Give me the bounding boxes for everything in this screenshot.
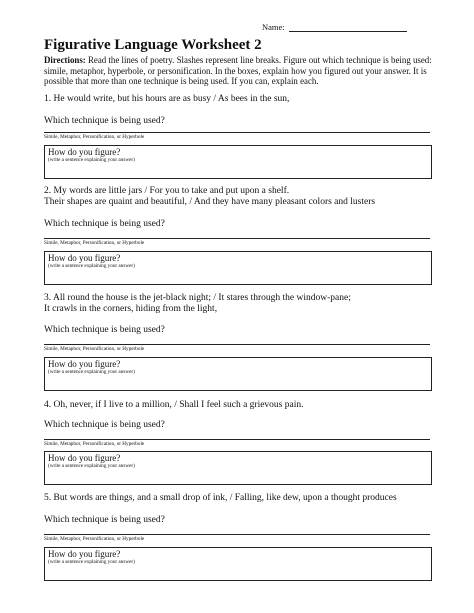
poem-line: It crawls in the corners, hiding from the light, (44, 304, 218, 314)
technique-answer-line[interactable] (44, 132, 430, 133)
explanation-box[interactable] (44, 547, 432, 581)
question-3 (44, 293, 436, 391)
explanation-subtext: (write a sentence explaining your answer) (48, 369, 135, 375)
poem-lines (44, 400, 436, 411)
question-4 (44, 400, 436, 486)
technique-answer-line[interactable] (44, 238, 430, 239)
explanation-subtext: (write a sentence explaining your answer) (48, 463, 135, 469)
explanation-subtext: (write a sentence explaining your answer) (48, 157, 135, 163)
explanation-heading: How do you figure? (48, 253, 121, 263)
technique-question: Which technique is being used? (44, 116, 165, 126)
name-label: Name: (262, 22, 285, 32)
explanation-box[interactable] (44, 251, 432, 285)
question-5 (44, 493, 436, 581)
technique-answer-line[interactable] (44, 344, 430, 345)
question-2 (44, 186, 436, 282)
technique-hint: Simile, Metaphor, Personification, or Hyperbole (44, 441, 145, 447)
poem-lines (44, 493, 436, 504)
technique-question: Which technique is being used? (44, 219, 165, 229)
technique-answer-line[interactable] (44, 534, 430, 535)
technique-hint: Simile, Metaphor, Personification, or Hyperbole (44, 536, 145, 542)
explanation-subtext: (write a sentence explaining your answer) (48, 263, 135, 269)
poem-line: 5. But words are things, and a small drop of ink, / Falling, like dew, upon a thought produces (44, 493, 397, 503)
technique-question: Which technique is being used? (44, 420, 165, 430)
technique-question: Which technique is being used? (44, 325, 165, 335)
name-field (262, 22, 407, 32)
explanation-heading: How do you figure? (48, 549, 121, 559)
poem-lines (44, 186, 436, 208)
poem-lines (44, 94, 436, 105)
directions-text: Read the lines of poetry. Slashes represent line breaks. Figure out which technique is being used: simile, metaphor, hyperbole, or personification. In the boxes, explain how you figured out your answer. It is possible that more than one technique is being used. If you can, explain each. (44, 55, 432, 86)
poem-line: 2. My words are little jars / For you to take and put upon a shelf. (44, 186, 290, 196)
explanation-subtext: (write a sentence explaining your answer) (48, 559, 135, 565)
technique-question: Which technique is being used? (44, 515, 165, 525)
poem-line: Their shapes are quaint and beautiful, / And they have many pleasant colors and lusters (44, 197, 376, 207)
name-line[interactable] (289, 22, 407, 32)
explanation-heading: How do you figure? (48, 147, 121, 157)
directions (44, 55, 436, 87)
technique-hint: Simile, Metaphor, Personification, or Hyperbole (44, 240, 145, 246)
explanation-box[interactable] (44, 357, 432, 391)
directions-label: Directions: (44, 55, 86, 65)
worksheet-title: Figurative Language Worksheet 2 (44, 37, 262, 53)
question-1 (44, 94, 436, 178)
explanation-box[interactable] (44, 451, 432, 485)
poem-line: 4. Oh, never, if I live to a million, / Shall I feel such a grievous pain. (44, 400, 304, 410)
technique-hint: Simile, Metaphor, Personification, or Hyperbole (44, 346, 145, 352)
poem-lines (44, 293, 436, 315)
technique-hint: Simile, Metaphor, Personification, or Hyperbole (44, 134, 145, 140)
explanation-heading: How do you figure? (48, 359, 121, 369)
explanation-heading: How do you figure? (48, 453, 121, 463)
poem-line: 1. He would write, but his hours are as busy / As bees in the sun, (44, 94, 290, 104)
poem-line: 3. All round the house is the jet-black night; / It stares through the window-pane; (44, 293, 351, 303)
technique-answer-line[interactable] (44, 439, 430, 440)
explanation-box[interactable] (44, 145, 432, 179)
